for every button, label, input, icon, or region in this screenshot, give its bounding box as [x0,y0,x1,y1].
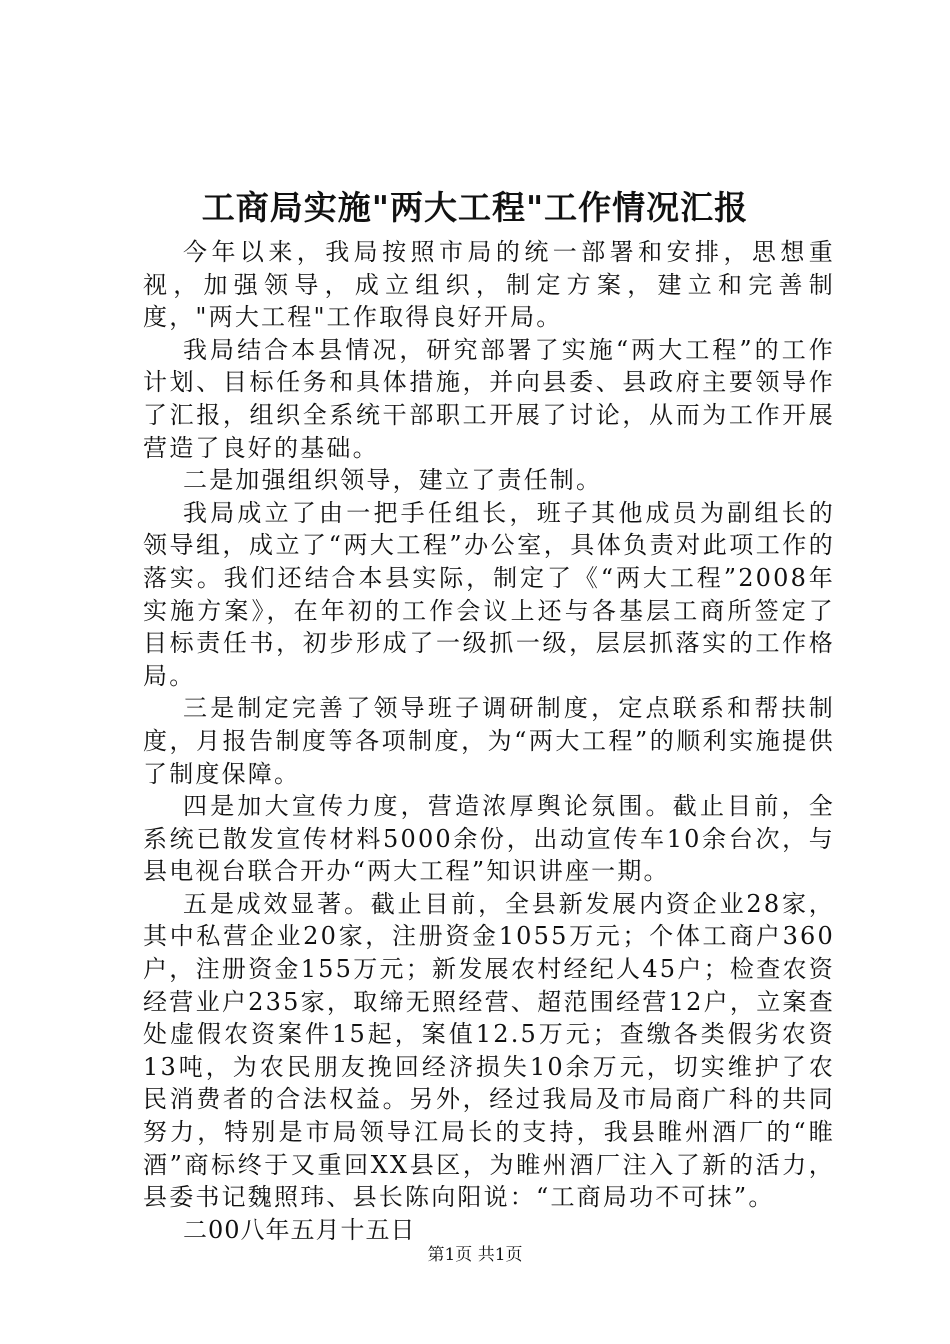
paragraph-item-two: 二是加强组织领导，建立了责任制。 [183,466,603,495]
document-title: 工商局实施"两大工程"工作情况汇报 [201,188,749,227]
paragraph-item-three: 三是制定完善了领导班子调研制度，定点联系和帮扶制度，月报告制度等各项制度，为“两大工程”的顺利实施提供了制度保障。 [143,694,835,788]
paragraph-intro: 今年以来，我局按照市局的统一部署和安排，思想重视，加强领导，成立组织，制定方案，建立和完善制度，"两大工程"工作取得良好开局。 [143,238,835,332]
document-date: 二00八年五月十五日 [183,1215,416,1244]
document-body [143,236,835,1246]
paragraph-item-four: 四是加大宣传力度，营造浓厚舆论氛围。截止目前，全系统已散发宣传材料5000余份，出动宣传车10余台次，与县电视台联合开办“两大工程”知识讲座一期。 [143,792,835,886]
paragraph-item-five: 五是成效显著。截止目前，全县新发展内资企业28家，其中私营企业20家，注册资金1055万元；个体工商户360户，注册资金155万元；新发展农村经纪人45户；检查农资经营业户235家，取缔无照经营、超范围经营12户，立案查处虚假农资案件15起，案值12.5万元；查缴各类假劣农资13吨，为农民朋友挽回经济损失10余万元，切实维护了农民消费者的合法权益。另外，经过我局及市局商广科的共同努力，特别是市局领导江局长的支持，我县睢州酒厂的“睢酒”商标终于又重回XX县区，为睢州酒厂注入了新的活力，县委书记魏照玮、县长陈向阳说：“工商局功不可抹”。 [143,889,835,1212]
page-footer: 第1页 共1页 [427,1245,523,1265]
paragraph-planning: 我局结合本县情况，研究部署了实施“两大工程”的工作计划、目标任务和具体措施，并向县委、县政府主要领导作了汇报，组织全系统干部职工开展了讨论，从而为工作开展营造了良好的基础。 [143,335,835,462]
paragraph-leadership-group: 我局成立了由一把手任组长，班子其他成员为副组长的领导组，成立了“两大工程”办公室，具体负责对此项工作的落实。我们还结合本县实际，制定了《“两大工程”2008年实施方案》，在年初的工作会议上还与各基层工商所签定了目标责任书，初步形成了一级抓一级，层层抓落实的工作格局。 [143,498,835,690]
